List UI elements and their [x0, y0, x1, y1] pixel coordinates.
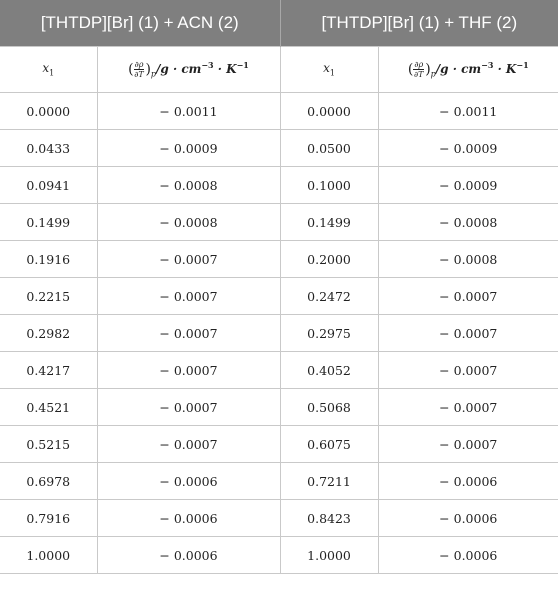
deriv-numerator: ∂ρ — [134, 60, 144, 69]
deriv-subscript: p — [150, 69, 157, 79]
thf-x1-cell: 0.2975 — [280, 315, 378, 352]
group-header-thf: [THTDP][Br] (1) + THF (2) — [280, 0, 558, 47]
thf-x1-cell: 0.1000 — [280, 167, 378, 204]
thf-density-derivative-cell: − 0.0007 — [378, 426, 558, 463]
acn-density-derivative-cell: − 0.0011 — [97, 93, 280, 130]
acn-density-derivative-cell: − 0.0007 — [97, 426, 280, 463]
table-row — [0, 167, 558, 204]
acn-density-derivative-cell: − 0.0009 — [97, 130, 280, 167]
cm-exponent: −3 — [201, 60, 214, 70]
thf-density-derivative-cell: − 0.0006 — [378, 463, 558, 500]
acn-density-derivative-cell: − 0.0006 — [97, 463, 280, 500]
column-header-row — [0, 47, 558, 93]
thf-x1-cell: 0.2472 — [280, 278, 378, 315]
x-subscript: 1 — [49, 68, 55, 78]
table-body — [0, 93, 558, 574]
thf-density-derivative-cell: − 0.0007 — [378, 389, 558, 426]
deriv-denominator: ∂T — [414, 70, 424, 79]
k-exponent: −1 — [516, 60, 529, 70]
thf-x1-cell: 0.2000 — [280, 241, 378, 278]
table-row — [0, 315, 558, 352]
acn-density-derivative-cell: − 0.0008 — [97, 167, 280, 204]
acn-x1-cell: 0.0433 — [0, 130, 97, 167]
acn-density-derivative-cell: − 0.0007 — [97, 352, 280, 389]
acn-x1-cell: 0.2982 — [0, 315, 97, 352]
k-exponent: −1 — [236, 60, 249, 70]
table-row — [0, 463, 558, 500]
k-unit: · K — [493, 62, 517, 76]
thf-density-derivative-cell: − 0.0007 — [378, 278, 558, 315]
acn-x1-cell: 0.2215 — [0, 278, 97, 315]
acn-density-derivative-cell: − 0.0007 — [97, 278, 280, 315]
x1-header-right — [280, 47, 378, 93]
table-row — [0, 537, 558, 574]
thf-density-derivative-cell: − 0.0009 — [378, 167, 558, 204]
table-row — [0, 426, 558, 463]
acn-density-derivative-cell: − 0.0008 — [97, 204, 280, 241]
deriv-units: /g · cm — [435, 62, 482, 76]
density-derivative-header-right: ( $\frac{\partial\rho}{\partial T}$ )$_p/g \cdot cm^{-3} \cdot K^{-1}$ — [378, 47, 558, 93]
table-row — [0, 130, 558, 167]
thf-x1-cell: 1.0000 — [280, 537, 378, 574]
thf-x1-cell: 0.1499 — [280, 204, 378, 241]
acn-density-derivative-cell: − 0.0007 — [97, 389, 280, 426]
acn-density-derivative-cell: − 0.0007 — [97, 315, 280, 352]
thf-density-derivative-cell: − 0.0011 — [378, 93, 558, 130]
thf-density-derivative-cell: − 0.0009 — [378, 130, 558, 167]
table-row — [0, 93, 558, 130]
cm-exponent: −3 — [481, 60, 494, 70]
thf-x1-cell: 0.0500 — [280, 130, 378, 167]
table-row — [0, 278, 558, 315]
acn-x1-cell: 0.6978 — [0, 463, 97, 500]
acn-x1-cell: 0.4521 — [0, 389, 97, 426]
thf-density-derivative-cell: − 0.0006 — [378, 500, 558, 537]
acn-x1-cell: 0.0000 — [0, 93, 97, 130]
k-unit: · K — [213, 62, 237, 76]
x-symbol: x — [323, 61, 330, 76]
group-header-row — [0, 0, 558, 47]
thf-density-derivative-cell: − 0.0007 — [378, 352, 558, 389]
deriv-subscript: p — [430, 69, 436, 79]
deriv-denominator: ∂T — [134, 70, 144, 79]
deriv-numerator: ∂ρ — [414, 60, 424, 69]
acn-x1-cell: 0.1499 — [0, 204, 97, 241]
thf-x1-cell: 0.6075 — [280, 426, 378, 463]
acn-x1-cell: 0.5215 — [0, 426, 97, 463]
acn-x1-cell: 0.1916 — [0, 241, 97, 278]
acn-x1-cell: 0.4217 — [0, 352, 97, 389]
x1-header-left — [0, 47, 97, 93]
table-row — [0, 204, 558, 241]
acn-density-derivative-cell: − 0.0007 — [97, 241, 280, 278]
acn-x1-cell: 0.7916 — [0, 500, 97, 537]
thf-x1-cell: 0.0000 — [280, 93, 378, 130]
acn-x1-cell: 0.0941 — [0, 167, 97, 204]
group-header-acn: [THTDP][Br] (1) + ACN (2) — [0, 0, 280, 47]
density-derivative-header-left: ( $\frac{\partial\rho}{\partial T}$ )$_p/g \cdot cm^{-3} \cdot K^{-1}$ — [97, 47, 280, 93]
deriv-units: /g · cm — [156, 62, 202, 76]
x-symbol: x — [42, 61, 50, 76]
acn-density-derivative-cell: − 0.0006 — [97, 500, 280, 537]
thf-density-derivative-cell: − 0.0007 — [378, 315, 558, 352]
thf-density-derivative-cell: − 0.0008 — [378, 241, 558, 278]
table-row — [0, 389, 558, 426]
thf-x1-cell: 0.8423 — [280, 500, 378, 537]
acn-x1-cell: 1.0000 — [0, 537, 97, 574]
table-row — [0, 500, 558, 537]
thf-x1-cell: 0.4052 — [280, 352, 378, 389]
acn-density-derivative-cell: − 0.0006 — [97, 537, 280, 574]
table-row — [0, 241, 558, 278]
thf-density-derivative-cell: − 0.0008 — [378, 204, 558, 241]
thf-density-derivative-cell: − 0.0006 — [378, 537, 558, 574]
table-row — [0, 352, 558, 389]
thf-x1-cell: 0.5068 — [280, 389, 378, 426]
x-subscript: 1 — [329, 68, 335, 78]
thf-x1-cell: 0.7211 — [280, 463, 378, 500]
